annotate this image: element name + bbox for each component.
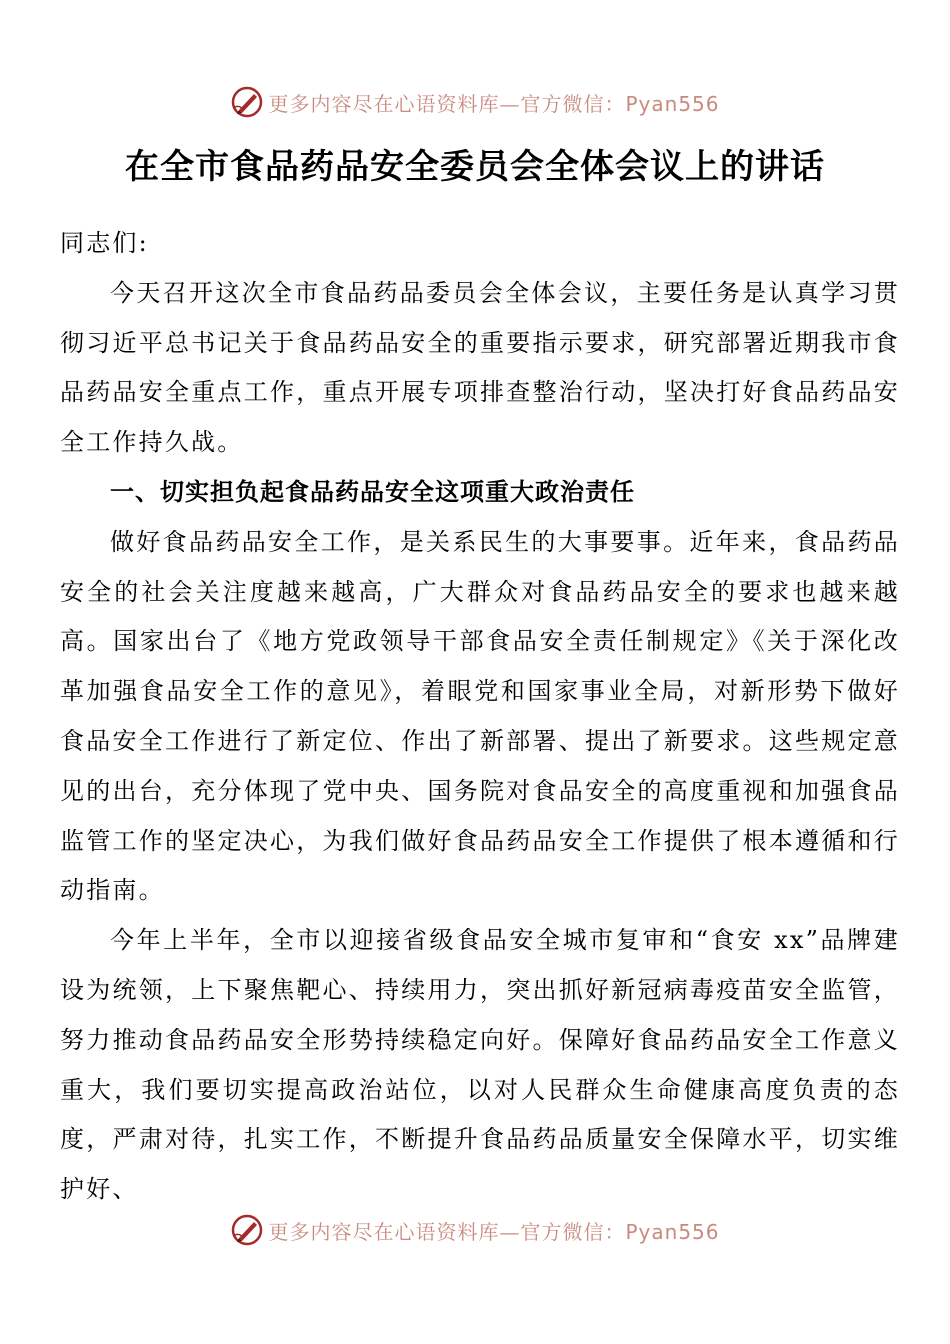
document-body: [60, 219, 900, 1215]
paragraph: 今年上半年，全市以迎接省级食品安全城市复审和“食安 xx”品牌建设为统领，上下聚焦靶心、持续用力，突出抓好新冠病毒疫苗安全监管，努力推动食品药品安全形势持续稳定向好。保障好食品药品安全工作意义重大，我们要切实提高政治站位，以对人民群众生命健康高度负责的态度，严肃对待，扎实工作，不断提升食品药品质量安全保障水平，切实维护好、: [60, 926, 900, 1204]
wechat-id: Pyan556: [625, 91, 720, 116]
section-heading: 一、切实担负起食品药品安全这项重大政治责任: [110, 477, 635, 506]
wechat-id: Pyan556: [625, 1219, 720, 1244]
salutation: 同志们:: [60, 229, 149, 257]
paragraph: 今天召开这次全市食品药品委员会全体会议，主要任务是认真学习贯彻习近平总书记关于食品药品安全的重要指示要求，研究部署近期我市食品药品安全重点工作，重点开展专项排查整治行动，坚决打好食品药品安全工作持久战。: [60, 278, 900, 457]
paragraph: 做好食品药品安全工作，是关系民生的大事要事。近年来，食品药品安全的社会关注度越来越高，广大群众对食品药品安全的要求也越来越高。国家出台了《地方党政领导干部食品安全责任制规定》《关于深化改革加强食品安全工作的意见》，着眼党和国家事业全局，对新形势下做好食品安全工作进行了新定位、作出了新部署、提出了新要求。这些规定意见的出台，充分体现了党中央、国务院对食品安全的高度重视和加强食品监管工作的坚定决心，为我们做好食品药品安全工作提供了根本遵循和行动指南。: [60, 527, 900, 905]
document-title: 在全市食品药品安全委员会全体会议上的讲话: [125, 147, 825, 187]
watermark-banner-top: [0, 80, 950, 124]
watermark-text: 更多内容尽在心语资料库—官方微信：Pyan556: [268, 91, 720, 116]
watermark-text: 更多内容尽在心语资料库—官方微信：Pyan556: [268, 1219, 720, 1244]
watermark-banner-bottom: [0, 1208, 950, 1252]
pen-circle-logo-icon: [230, 85, 264, 119]
pen-circle-logo-icon: [230, 1213, 264, 1247]
